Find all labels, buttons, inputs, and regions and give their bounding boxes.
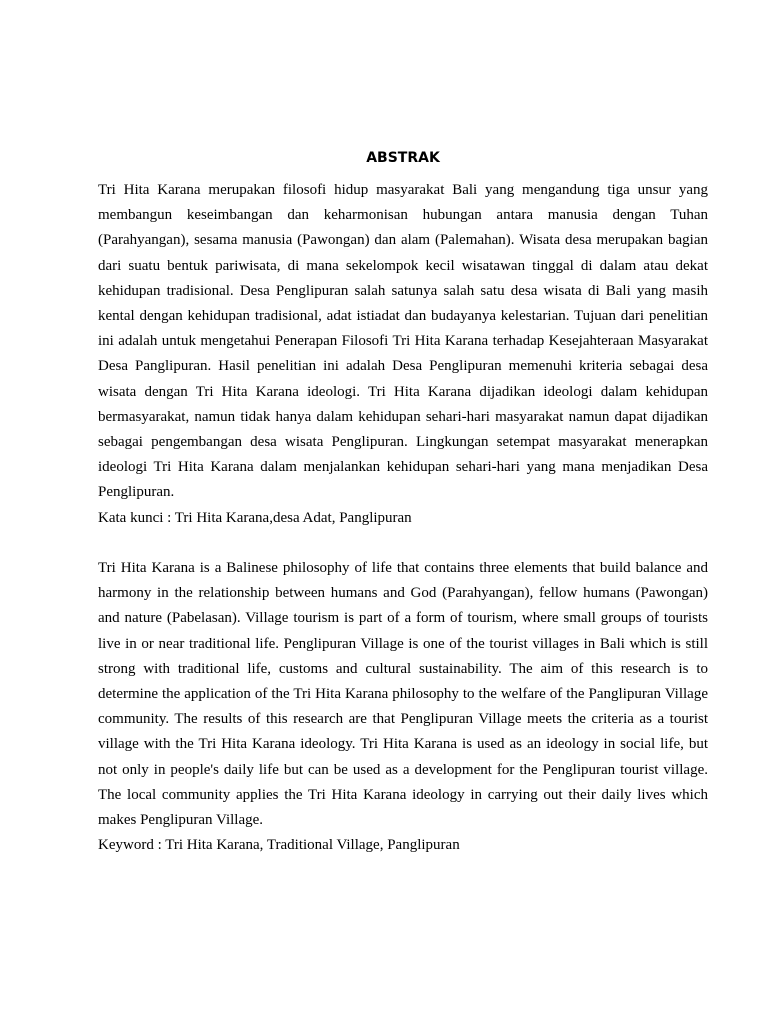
abstract-body — [98, 178, 708, 858]
abstract-title: ABSTRAK — [366, 150, 440, 166]
abstract-english: Tri Hita Karana is a Balinese philosophy of life that contains three elements that build balance and harmony in the relationship between humans and God (Parahyangan), fellow humans (Pawongan) and nature (Pabelasan). Village tourism is part of a form of tourism, where small groups of tourists live in or near traditional life. Penglipuran Village is one of the tourist villages in Bali which is still strong with traditional life, customs and cultural sustainability. The aim of this research is to determine the application of the Tri Hita Karana philosophy to the welfare of the Panglipuran Village community. The results of this research are that Penglipuran Village meets the criteria as a tourist village with the Tri Hita Karana ideology. Tri Hita Karana is used as an ideology in social life, but not only in people's daily life but can be used as a development for the Penglipuran tourist village. The local community applies the Tri Hita Karana ideology in carrying out their daily lives which makes Penglipuran Village. — [98, 560, 708, 829]
keywords-english: Keyword : Tri Hita Karana, Traditional Village, Panglipuran — [98, 837, 460, 854]
paragraph-spacer — [98, 531, 708, 556]
abstract-indonesian: Tri Hita Karana merupakan filosofi hidup masyarakat Bali yang mengandung tiga unsur yang membangun keseimbangan dan keharmonisan hubungan antara manusia dengan Tuhan (Parahyangan), sesama manusia (Pawongan) dan alam (Palemahan). Wisata desa merupakan bagian dari suatu bentuk pariwisata, di mana sekelompok kecil wisatawan tinggal di dalam atau dekat kehidupan tradisional. Desa Penglipuran salah satunya salah satu desa wisata di Bali yang masih kental dengan kehidupan tradisional, adat istiadat dan budayanya kelestarian. Tujuan dari penelitian ini adalah untuk mengetahui Penerapan Filosofi Tri Hita Karana terhadap Kesejahteraan Masyarakat Desa Panglipuran. Hasil penelitian ini adalah Desa Penglipuran memenuhi kriteria sebagai desa wisata dengan Tri Hita Karana ideologi. Tri Hita Karana dijadikan ideologi dalam kehidupan bermasyarakat, namun tidak hanya dalam kehidupan sehari-hari masyarakat namun dapat dijadikan sebagai pengembangan desa wisata Penglipuran. Lingkungan setempat masyarakat menerapkan ideologi Tri Hita Karana dalam menjalankan kehidupan sehari-hari yang mana menjadikan Desa Penglipuran. — [98, 182, 708, 501]
keywords-indonesian: Kata kunci : Tri Hita Karana,desa Adat, Panglipuran — [98, 509, 412, 526]
